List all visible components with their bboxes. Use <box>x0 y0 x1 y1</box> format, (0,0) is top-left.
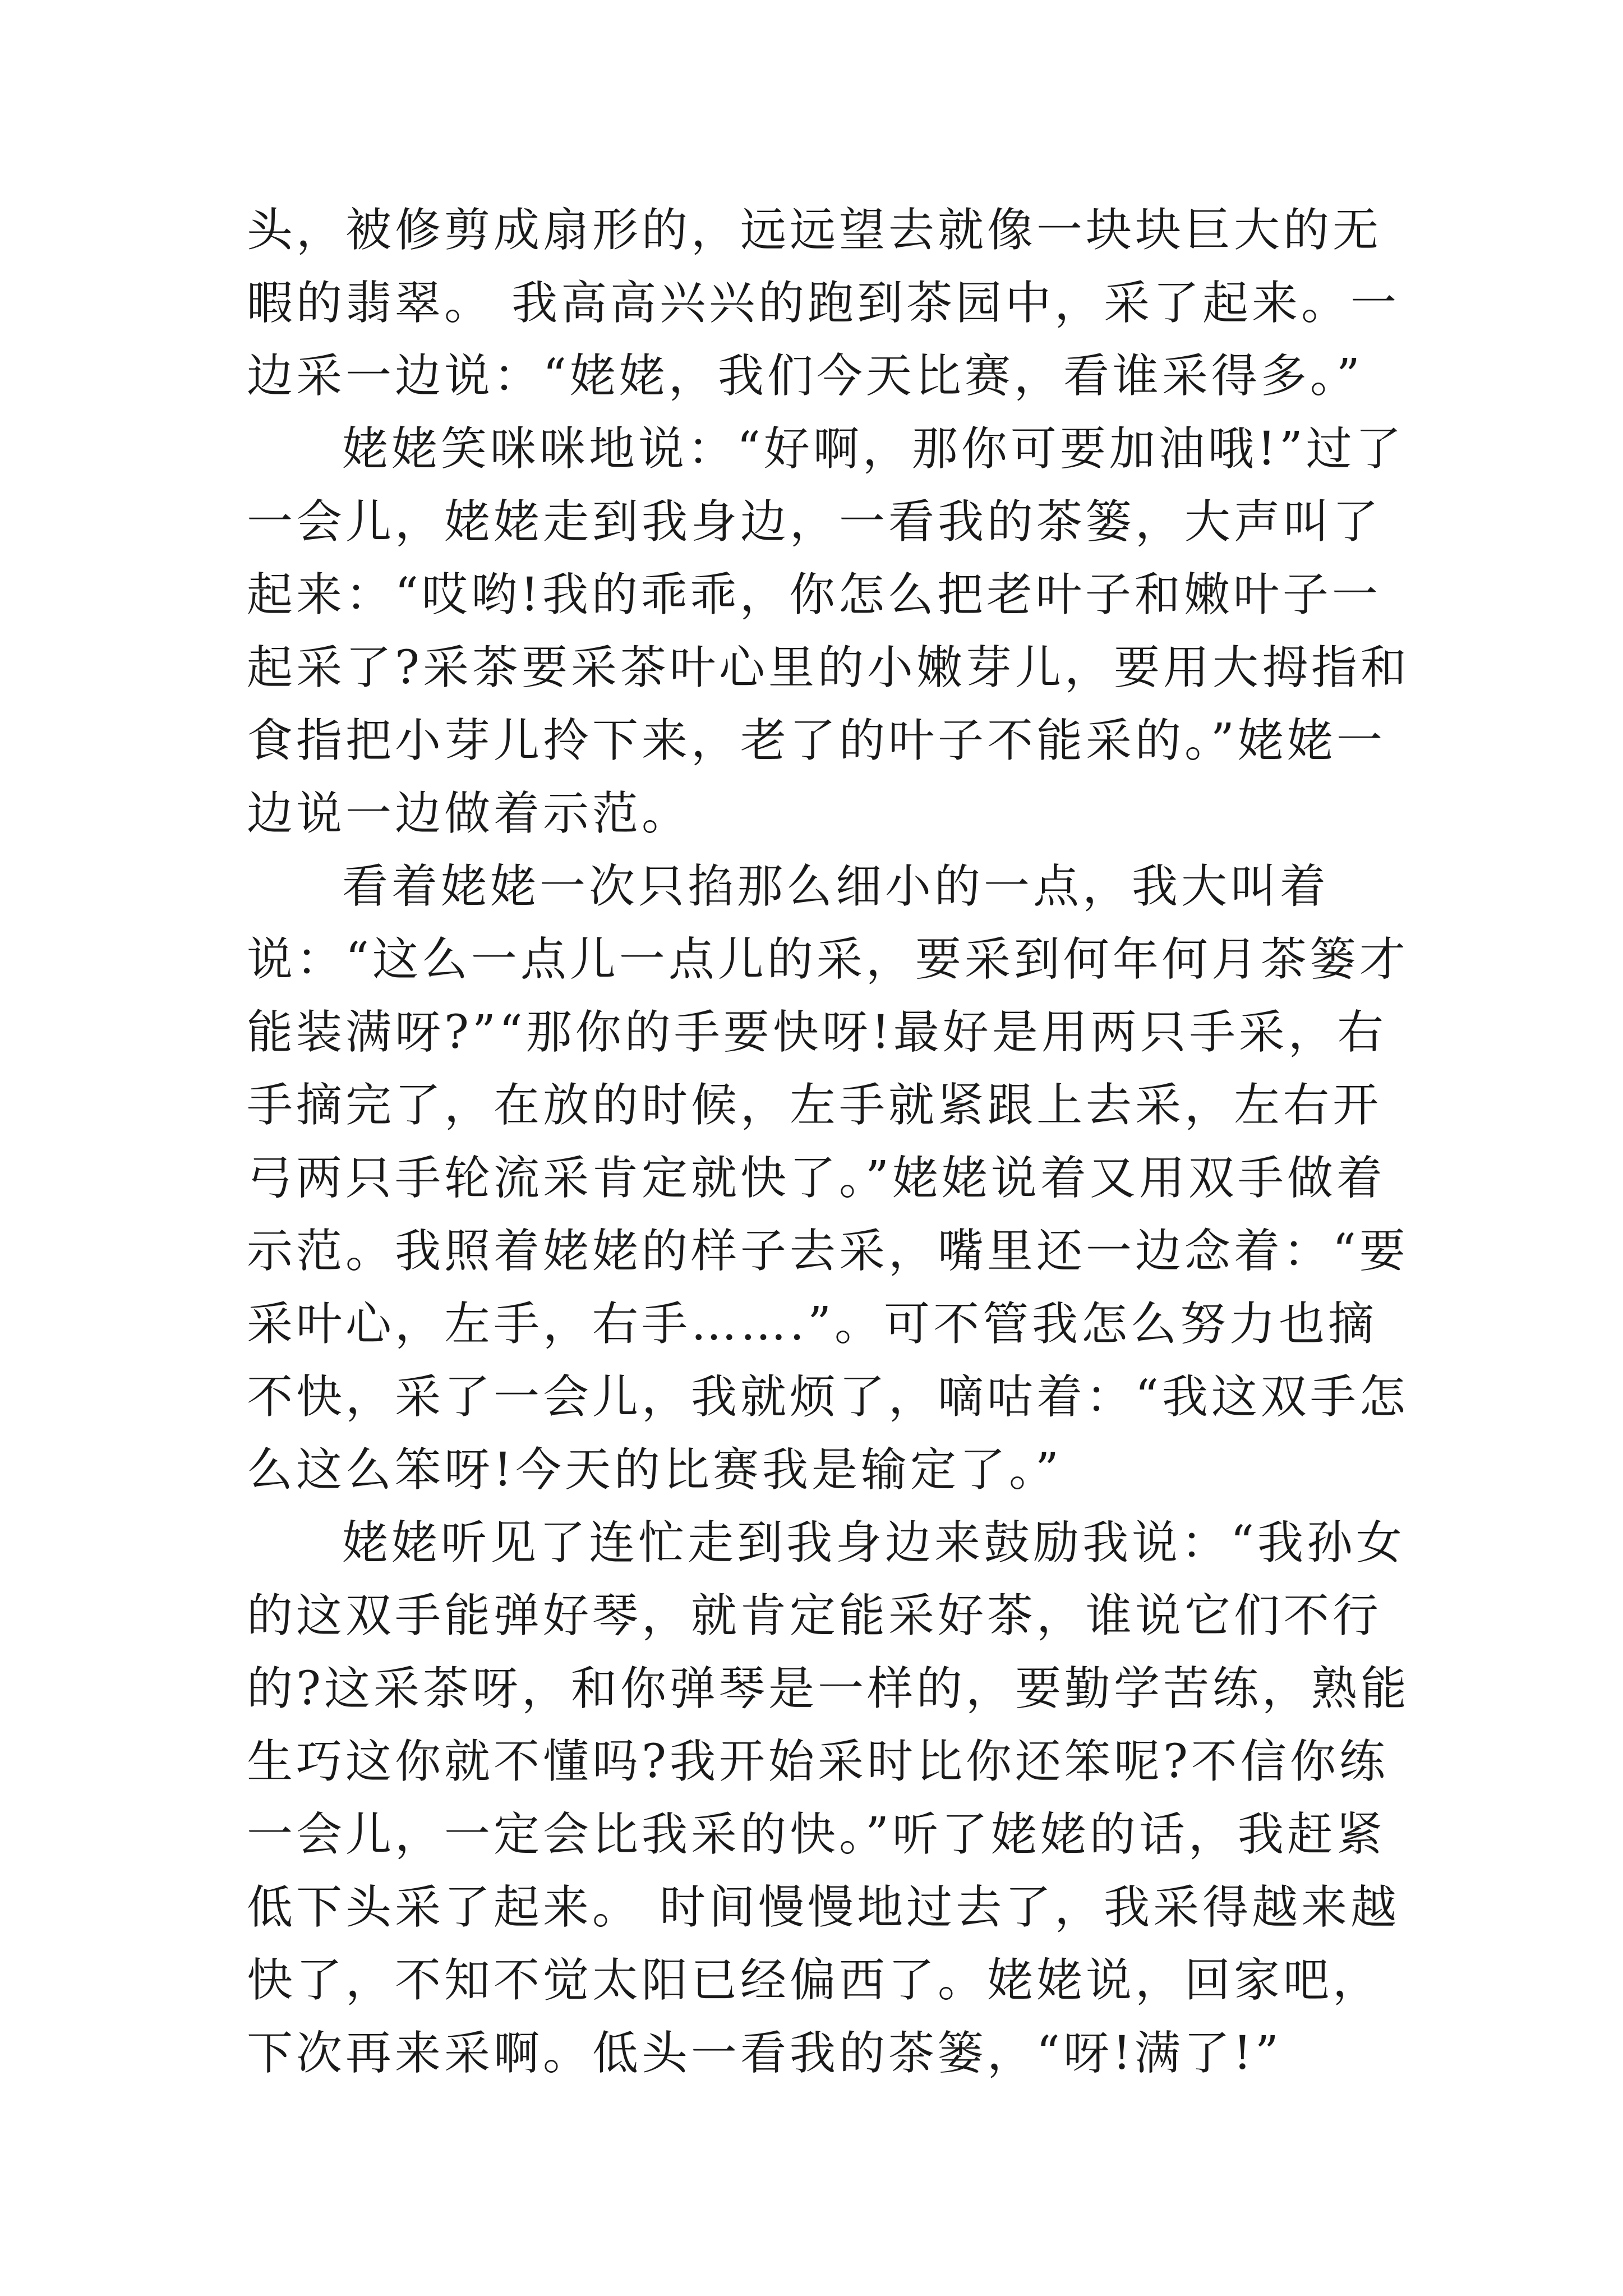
article-body <box>247 194 1413 2090</box>
paragraph-1: 头，被修剪成扇形的，远远望去就像一块块巨大的无暇的翡翠。 我高高兴兴的跑到茶园中，采了起来。一边采一边说：“姥姥，我们今天比赛，看谁采得多。” <box>247 204 1400 403</box>
paragraph-4: 姥姥听见了连忙走到我身边来鼓励我说：“我孙女的这双手能弹好琴，就肯定能采好茶，谁说它们不行的?这采茶呀，和你弹琴是一样的，要勤学苦练，熟能生巧这你就不懂吗?我开始采时比你还笨呢?不信你练一会儿，一定会比我采的快。”听了姥姥的话，我赶紧低下头采了起来。 时间慢慢地过去了，我采得越来越快了，不知不觉太阳已经偏西了。姥姥说，回家吧，下次再来采啊。低头一看我的茶篓，“呀!满了!” <box>247 1516 1410 2080</box>
paragraph-2: 姥姥笑咪咪地说：“好啊，那你可要加油哦!”过了一会儿，姥姥走到我身边，一看我的茶篓，大声叫了起来：“哎哟!我的乖乖，你怎么把老叶子和嫩叶子一起采了?采茶要采茶叶心里的小嫩芽儿，要用大拇指和食指把小芽儿拎下来，老了的叶子不能采的。”姥姥一边说一边做着示范。 <box>247 422 1410 840</box>
paragraph-3: 看着姥姥一次只掐那么细小的一点，我大叫着说：“这么一点儿一点儿的采，要采到何年何月茶篓才能装满呀?”“那你的手要快呀!最好是用两只手采，右手摘完了，在放的时候，左手就紧跟上去采，左右开弓两只手轮流采肯定就快了。”姥姥说着又用双手做着示范。我照着姥姥的样子去采，嘴里还一边念着：“要采叶心，左手，右手…….”。可不管我怎么努力也摘不快，采了一会儿，我就烦了，嘀咕着：“我这双手怎么这么笨呀!今天的比赛我是输定了。” <box>247 860 1409 1497</box>
